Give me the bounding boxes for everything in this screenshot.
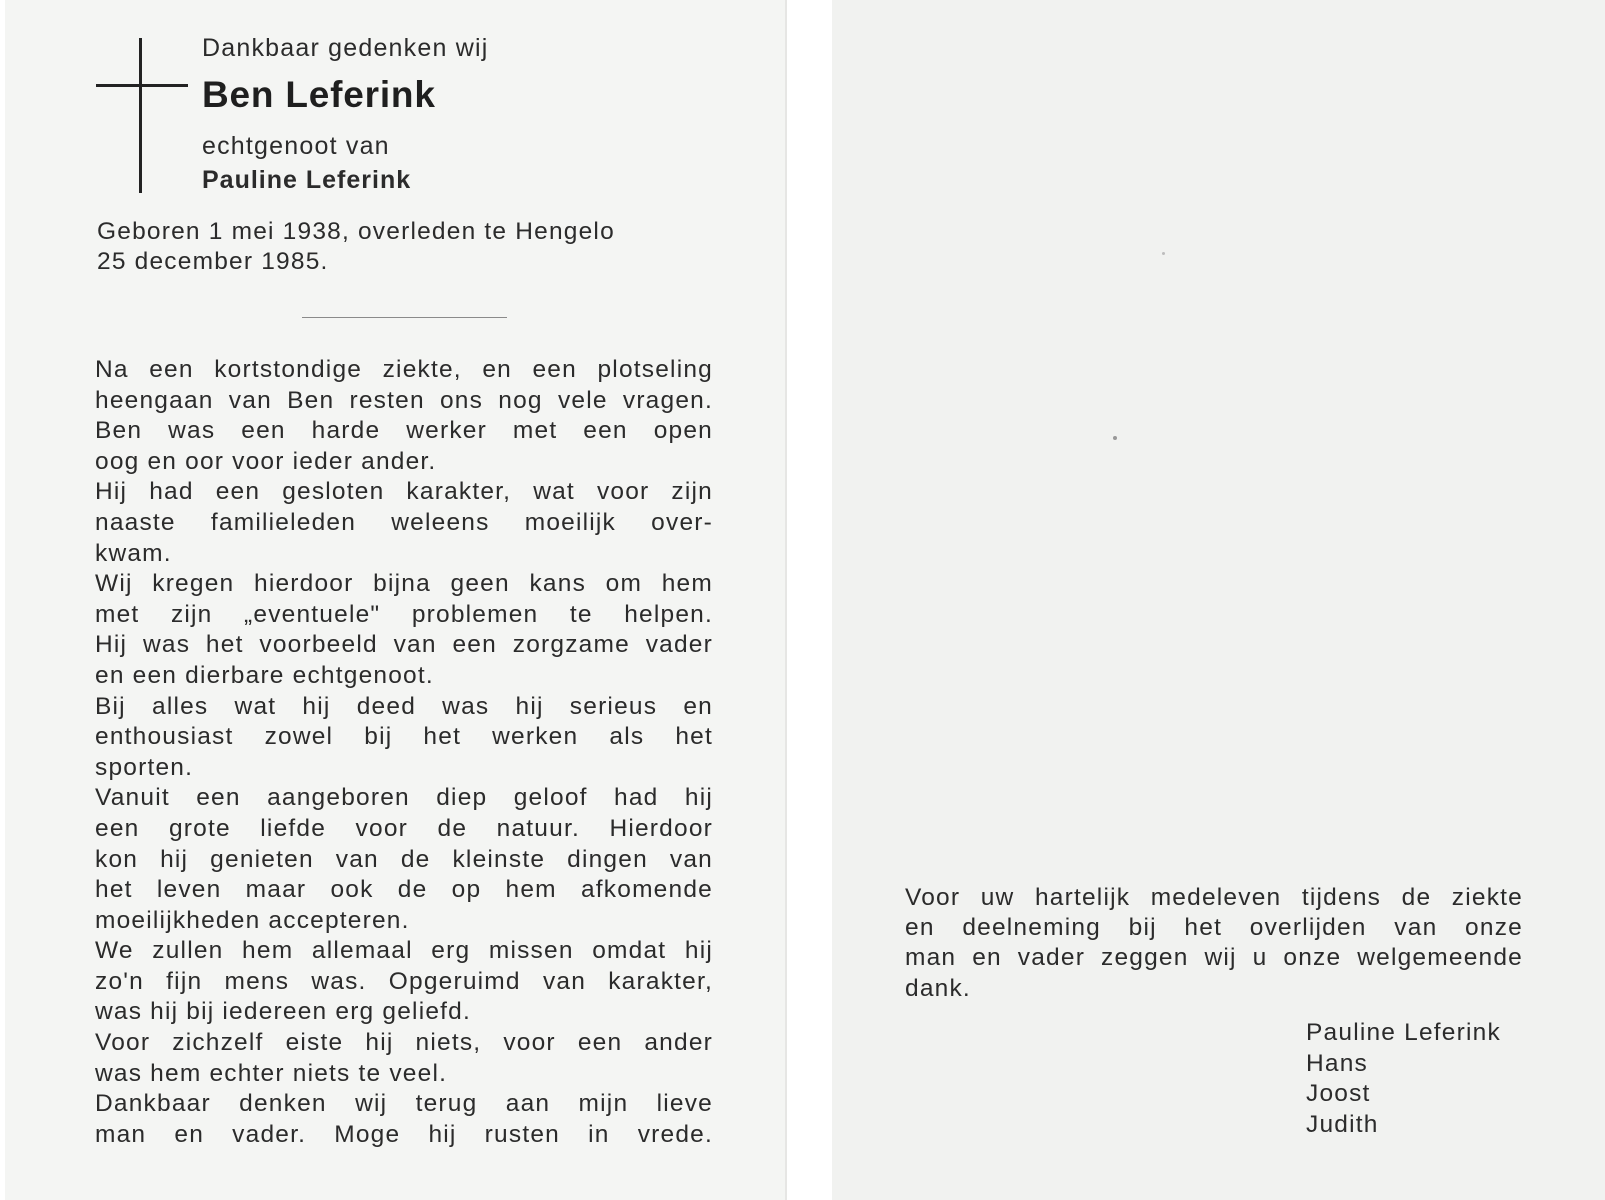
dates-line: 25 december 1985. — [97, 248, 329, 275]
signature-name: Hans — [1306, 1049, 1368, 1077]
family-signatures — [1306, 1018, 1501, 1140]
card-fold-gap — [787, 0, 832, 1200]
signature-name: Joost — [1306, 1080, 1371, 1107]
tribute-text — [95, 355, 713, 1150]
divider-line — [302, 317, 507, 318]
thanks-text — [905, 883, 1523, 1004]
paper-speck — [1113, 436, 1117, 440]
tribute-line: en een dierbare echtgenoot. — [95, 661, 434, 689]
tribute-line: Wij kregen hierdoor bijna geen kans om hem — [95, 570, 713, 598]
tribute-line: Hij had een gesloten karakter, wat voor zijn — [95, 478, 713, 506]
cross-icon — [139, 38, 142, 193]
thanks-line: Voor uw hartelijk medeleven tijdens de ziekte — [905, 884, 1523, 911]
intro-text: Dankbaar gedenken wij — [202, 34, 489, 62]
tribute-line: was hij bij iedereen erg geliefd. — [95, 998, 471, 1026]
tribute-line: Bij alles wat hij deed was hij serieus en — [95, 692, 713, 720]
thanks-line: en deelneming bij het overlijden van onze — [905, 914, 1523, 942]
tribute-line: kon hij genieten van de kleinste dingen van — [95, 845, 713, 873]
tribute-line: Dankbaar denken wij terug aan mijn lieve — [95, 1090, 713, 1118]
tribute-line: sporten. — [95, 753, 194, 781]
dates-line: Geboren 1 mei 1938, overleden te Hengelo — [97, 218, 615, 245]
tribute-line: We zullen hem allemaal erg missen omdat hij — [95, 937, 713, 965]
thanks-line: man en vader zeggen wij u onze welgemeende — [905, 944, 1523, 972]
thanks-line: dank. — [905, 974, 971, 1002]
tribute-line: het leven maar ook de op hem afkomende — [95, 876, 713, 904]
tribute-line: Ben was een harde werker met een open — [95, 417, 713, 445]
tribute-line: naaste familieleden weleens moeilijk over- — [95, 508, 713, 536]
deceased-name: Ben Leferink — [202, 74, 436, 115]
tribute-line: een grote liefde voor de natuur. Hierdoor — [95, 814, 713, 842]
birth-death-dates — [97, 217, 717, 277]
signature-name: Judith — [1306, 1110, 1379, 1138]
tribute-line: enthousiast zowel bij het werken als het — [95, 723, 713, 751]
tribute-line: kwam. — [95, 539, 172, 567]
spouse-intro-text: echtgenoot van — [202, 132, 390, 160]
tribute-line: Voor zichzelf eiste hij niets, voor een ander — [95, 1029, 713, 1057]
cross-icon-bar — [96, 84, 188, 87]
tribute-line: Hij was het voorbeeld van een zorgzame vader — [95, 631, 713, 659]
tribute-line: man en vader. Moge hij rusten in vrede. — [95, 1120, 713, 1148]
tribute-line: moeilijkheden accepteren. — [95, 906, 410, 934]
spouse-name: Pauline Leferink — [202, 166, 412, 194]
tribute-line: met zijn „eventuele" problemen te helpen. — [95, 600, 713, 628]
tribute-line: Vanuit een aangeboren diep geloof had hij — [95, 784, 713, 812]
tribute-line: zo'n fijn mens was. Opgeruimd van karakter, — [95, 967, 713, 995]
paper-speck — [1162, 252, 1165, 255]
signature-name: Pauline Leferink — [1306, 1019, 1501, 1046]
tribute-line: oog en oor voor ieder ander. — [95, 447, 437, 475]
tribute-line: Na een kortstondige ziekte, en een plotseling — [95, 356, 713, 383]
tribute-line: heengaan van Ben resten ons nog vele vragen. — [95, 386, 713, 414]
tribute-line: was hem echter niets te veel. — [95, 1059, 448, 1087]
